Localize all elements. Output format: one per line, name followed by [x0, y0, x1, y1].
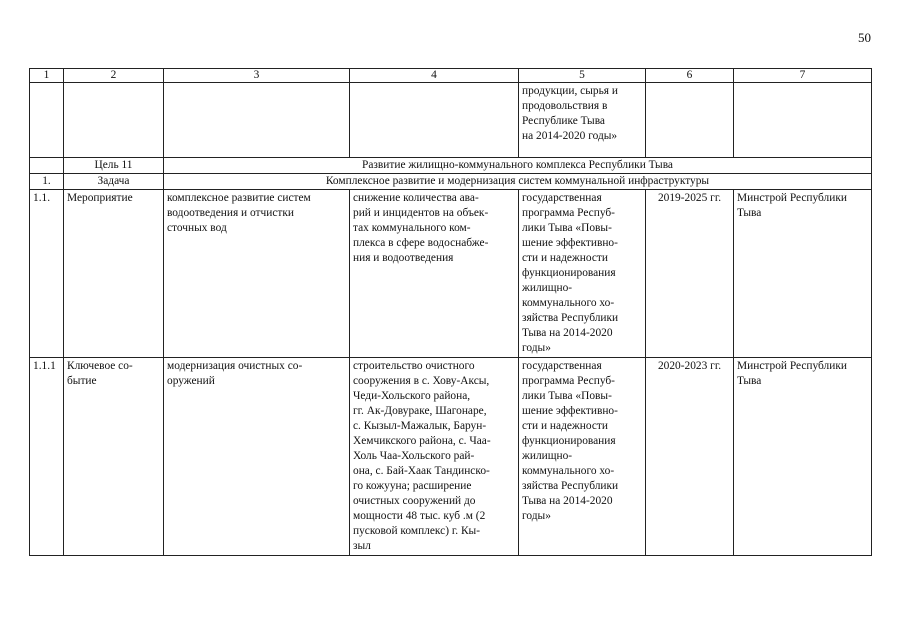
task-number: 1.: [30, 174, 64, 190]
header-cell: 6: [646, 69, 734, 83]
row-period: 2020-2023 гг.: [646, 358, 734, 556]
row-result: строительство очистного сооружения в с. Хову-Аксы, Чеди-Хольского района, гг. Ак-Довураке, Шагонаре, с. Кызыл-Мажалык, Барун- Хемчикского района, с. Чаа- Холь Чаа-Хольского рай- она, с. Бай-Хаак Тандинско- го кожууна; расширение очистных сооружений до мощности 48 тыс. куб .м (2 пусковой комплекс) г. Кы- зыл: [350, 358, 519, 556]
header-cell: 1: [30, 69, 64, 83]
plan-table: [29, 68, 872, 556]
row-executor: Минстрой Республики Тыва: [734, 358, 872, 556]
row-result: снижение количества ава- рий и инцидентов на объек- тах коммунального ком- плекса в сфере водоснабже- ния и водоотведения: [350, 190, 519, 358]
header-cell: 5: [519, 69, 646, 83]
row-number: 1.1.1: [30, 358, 64, 556]
goal-text: Развитие жилищно-коммунального комплекса Республики Тыва: [164, 158, 872, 174]
row-number: 1.1.: [30, 190, 64, 358]
row-name: комплексное развитие систем водоотведения и отчистки сточных вод: [164, 190, 350, 358]
row-type: Ключевое со- бытие: [64, 358, 164, 556]
row-period: 2019-2025 гг.: [646, 190, 734, 358]
row-program: государственная программа Респуб- лики Тыва «Повы- шение эффективно- сти и надежности функционирования жилищно- коммунального хо- зяйства Республики Тыва на 2014-2020 годы»: [519, 358, 646, 556]
table-cell: [646, 83, 734, 158]
task-row: [30, 174, 872, 190]
table-cell: [30, 83, 64, 158]
header-cell: 2: [64, 69, 164, 83]
task-label: Задача: [64, 174, 164, 190]
table-cell: [164, 83, 350, 158]
header-cell: 7: [734, 69, 872, 83]
row-name: модернизация очистных со- оружений: [164, 358, 350, 556]
row-type: Мероприятие: [64, 190, 164, 358]
header-cell: 4: [350, 69, 519, 83]
table-cell: [734, 83, 872, 158]
row-program: государственная программа Респуб- лики Тыва «Повы- шение эффективно- сти и надежности функционирования жилищно- коммунального хо- зяйства Республики Тыва на 2014-2020 годы»: [519, 190, 646, 358]
goal-row: [30, 158, 872, 174]
table-cell: [30, 158, 64, 174]
row-executor: Минстрой Республики Тыва: [734, 190, 872, 358]
header-cell: 3: [164, 69, 350, 83]
page-number: 50: [858, 30, 871, 45]
table-cell: [350, 83, 519, 158]
program-cell: продукции, сырья и продовольствия в Республике Тыва на 2014-2020 годы»: [519, 83, 646, 158]
goal-label: Цель 11: [64, 158, 164, 174]
table-cell: [64, 83, 164, 158]
table-row: [30, 358, 872, 556]
header-row: [30, 69, 872, 83]
table-row: [30, 190, 872, 358]
task-text: Комплексное развитие и модернизация систем коммунальной инфраструктуры: [164, 174, 872, 190]
continuation-row: [30, 83, 872, 158]
